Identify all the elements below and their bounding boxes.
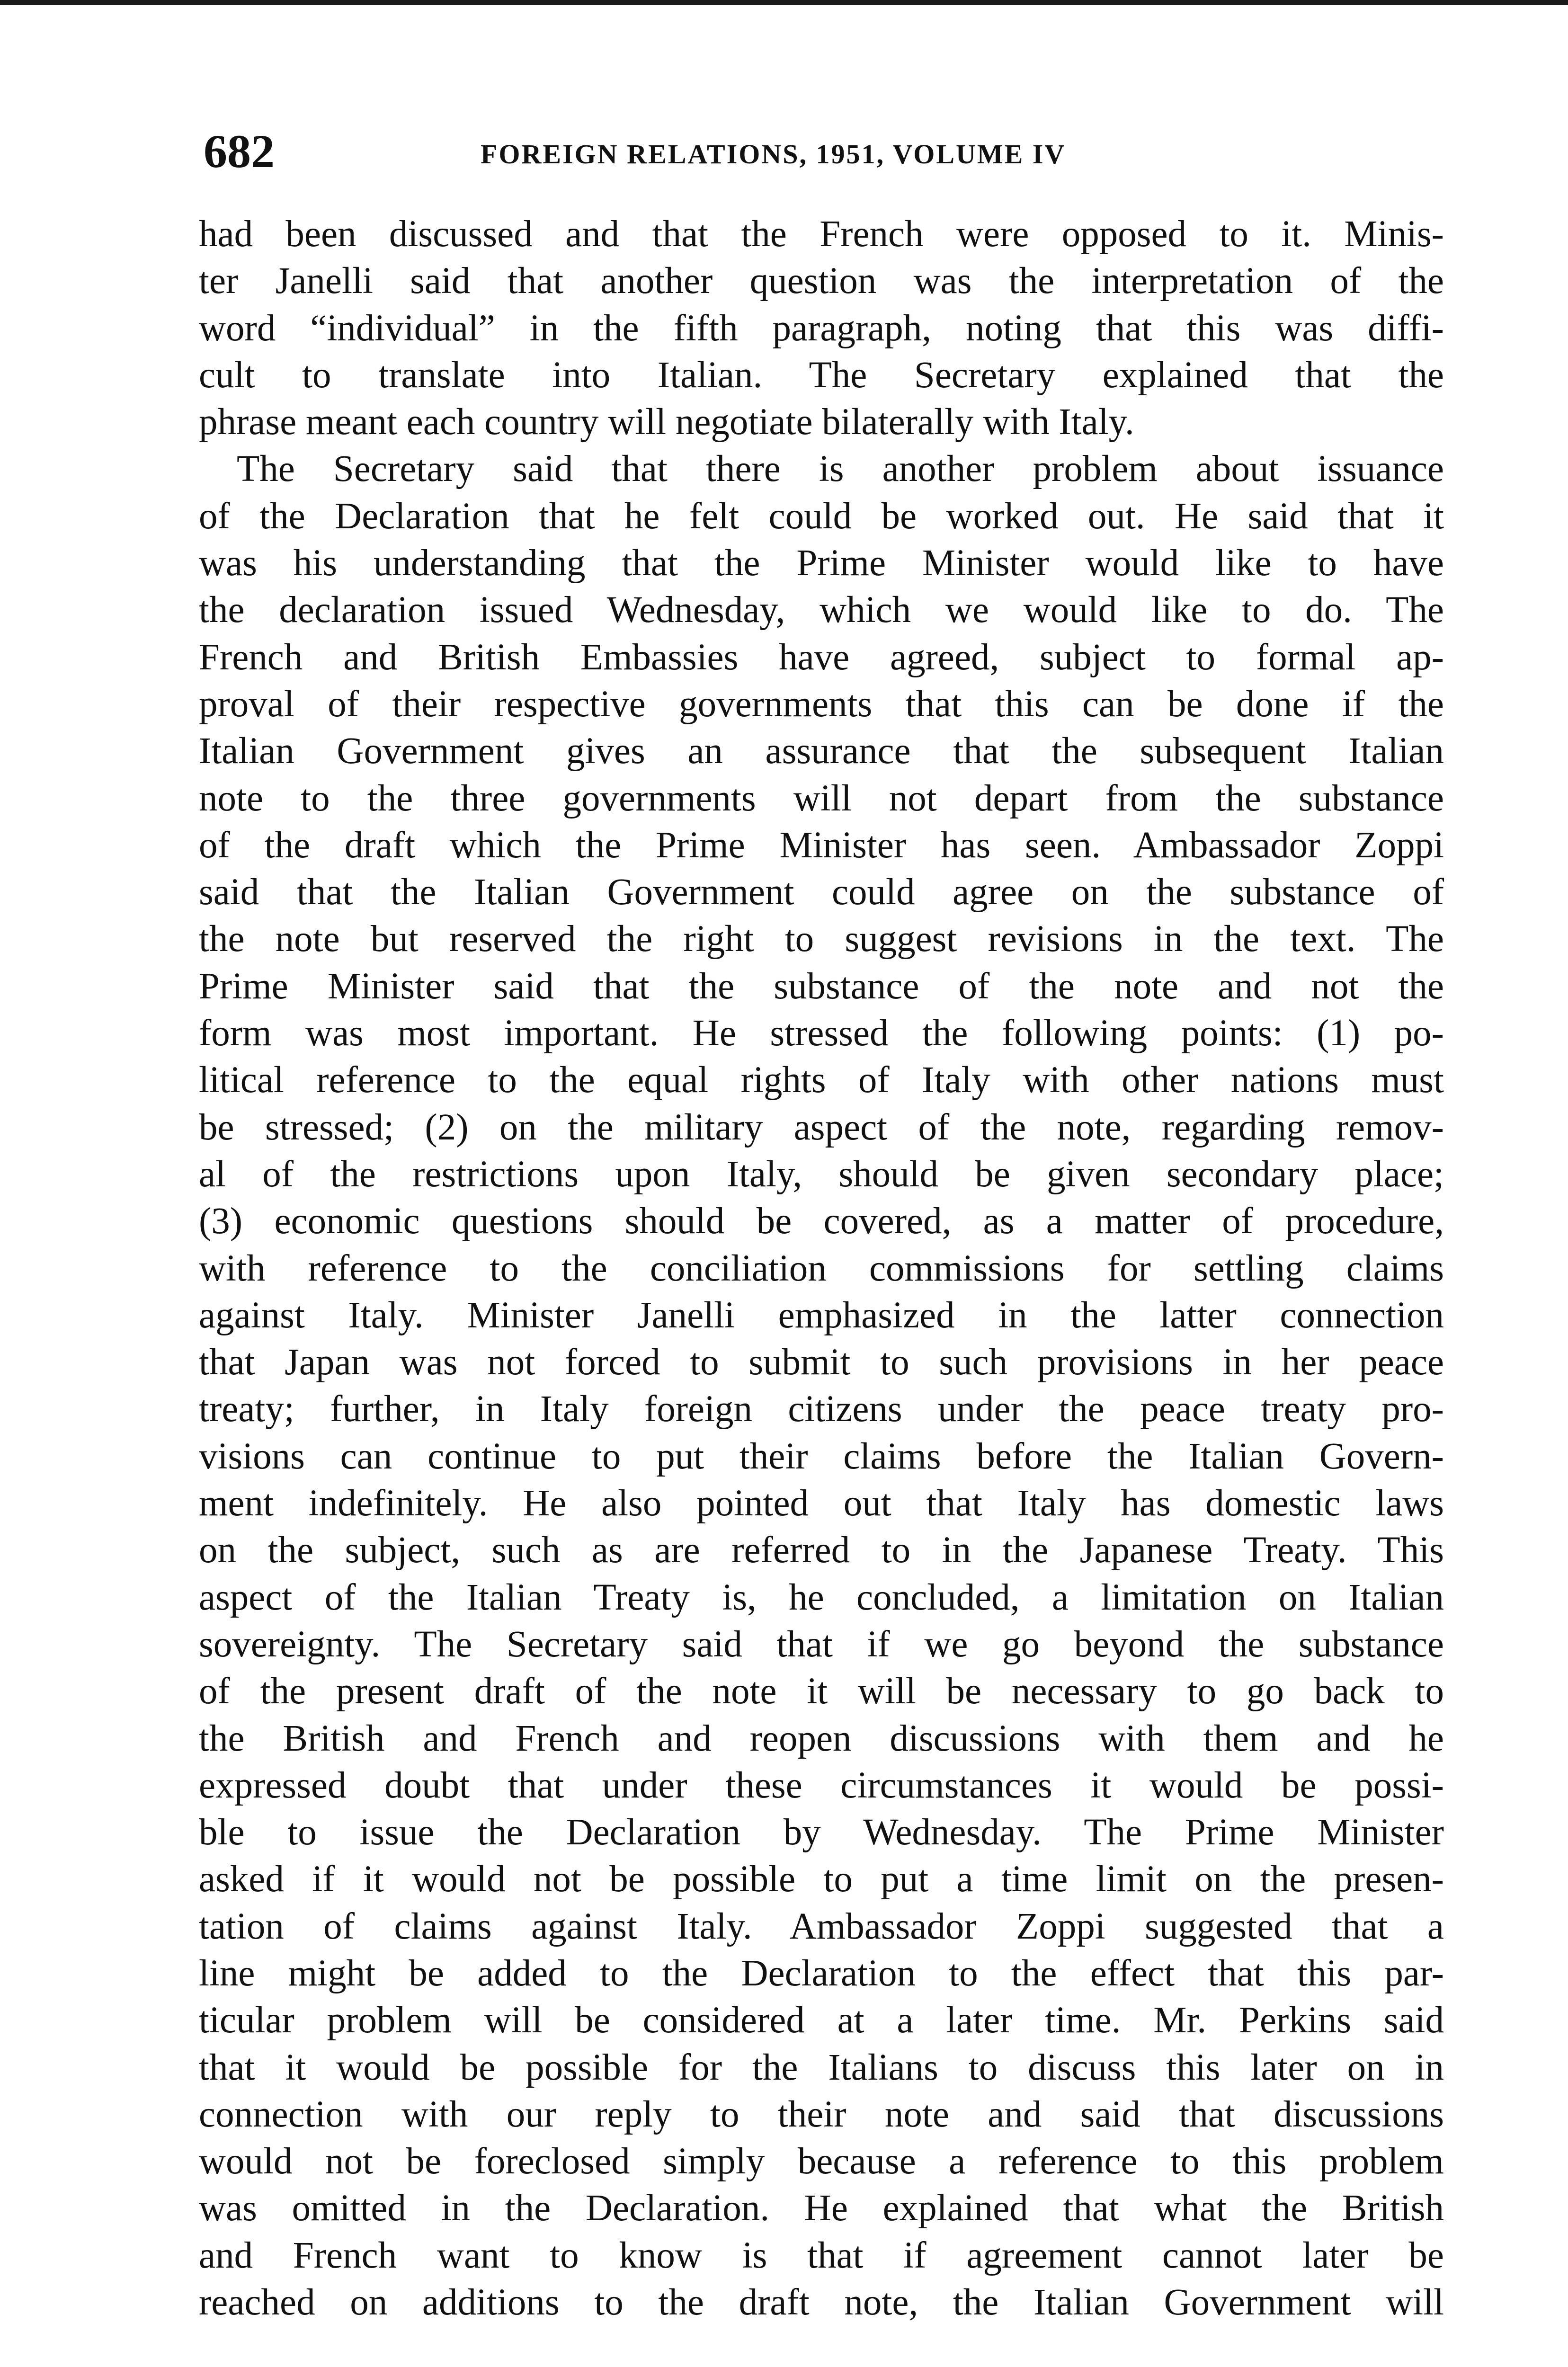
- text-line: of the draft which the Prime Minister has seen. Ambassador Zoppi: [199, 824, 1444, 866]
- text-line: treaty; further, in Italy foreign citizens under the peace treaty pro-: [199, 1388, 1444, 1430]
- text-line: proval of their respective governments that this can be done if the: [199, 683, 1444, 725]
- text-line: (3) economic questions should be covered, as a matter of procedure,: [199, 1201, 1444, 1242]
- text-line: sovereignty. The Secretary said that if we go beyond the substance: [199, 1623, 1444, 1665]
- text-line: phrase meant each country will negotiate bilaterally with Italy.: [199, 401, 1134, 443]
- text-line: visions can continue to put their claims before the Italian Govern-: [199, 1435, 1444, 1477]
- text-line: connection with our reply to their note and said that discussions: [199, 2093, 1444, 2135]
- text-line: ticular problem will be considered at a later time. Mr. Perkins said: [199, 2000, 1444, 2041]
- page-number: 682: [204, 125, 275, 178]
- text-line: of the present draft of the note it will be necessary to go back to: [199, 1671, 1444, 1712]
- text-line: cult to translate into Italian. The Secretary explained that the: [199, 354, 1444, 396]
- top-edge-rule: [0, 0, 1568, 5]
- text-line: litical reference to the equal rights of Italy with other nations must: [199, 1059, 1444, 1101]
- text-line: be stressed; (2) on the military aspect of the note, regarding remov-: [199, 1106, 1444, 1148]
- page-header: [204, 121, 1444, 182]
- text-line: had been discussed and that the French were opposed to it. Minis-: [199, 214, 1444, 255]
- text-line: the note but reserved the right to suggest revisions in the text. The: [199, 918, 1444, 960]
- text-line: that it would be possible for the Italians to discuss this later on in: [199, 2047, 1444, 2088]
- text-line: French and British Embassies have agreed, subject to formal ap-: [199, 636, 1444, 678]
- text-line: form was most important. He stressed the following points: (1) po-: [199, 1013, 1444, 1054]
- text-line: note to the three governments will not depart from the substance: [199, 777, 1444, 819]
- text-line: word “individual” in the fifth paragraph, noting that this was diffi-: [199, 307, 1444, 349]
- text-line: expressed doubt that under these circumstances it would be possi-: [199, 1764, 1444, 1806]
- text-line: Prime Minister said that the substance of the note and not the: [199, 965, 1444, 1007]
- running-title: FOREIGN RELATIONS, 1951, VOLUME IV: [481, 139, 1066, 169]
- text-line: ble to issue the Declaration by Wednesday. The Prime Minister: [199, 1812, 1444, 1853]
- text-line: asked if it would not be possible to put a time limit on the presen-: [199, 1859, 1444, 1900]
- text-line: The Secretary said that there is another problem about issuance: [237, 448, 1444, 490]
- text-line: that Japan was not forced to submit to such provisions in her peace: [199, 1342, 1444, 1383]
- text-line: reached on additions to the draft note, the Italian Government will: [199, 2282, 1444, 2323]
- text-line: against Italy. Minister Janelli emphasized in the latter connection: [199, 1294, 1444, 1336]
- text-line: al of the restrictions upon Italy, should be given secondary place;: [199, 1153, 1444, 1195]
- text-line: was his understanding that the Prime Minister would like to have: [199, 543, 1444, 584]
- text-line: ter Janelli said that another question was the interpretation of the: [199, 260, 1444, 302]
- text-line: the British and French and reopen discussions with them and he: [199, 1717, 1444, 1759]
- text-line: of the Declaration that he felt could be worked out. He said that it: [199, 495, 1444, 537]
- body-text: [199, 211, 1444, 2326]
- text-line: tation of claims against Italy. Ambassador Zoppi suggested that a: [199, 1905, 1444, 1947]
- text-line: ment indefinitely. He also pointed out that Italy has domestic laws: [199, 1483, 1444, 1524]
- text-line: was omitted in the Declaration. He explained that what the British: [199, 2188, 1444, 2229]
- text-line: aspect of the Italian Treaty is, he concluded, a limitation on Italian: [199, 1576, 1444, 1618]
- text-line: Italian Government gives an assurance that the subsequent Italian: [199, 730, 1444, 772]
- text-line: the declaration issued Wednesday, which we would like to do. The: [199, 589, 1444, 631]
- text-line: line might be added to the Declaration to the effect that this par-: [199, 1952, 1444, 1994]
- text-line: said that the Italian Government could agree on the substance of: [199, 872, 1444, 913]
- text-line: with reference to the conciliation commissions for settling claims: [199, 1247, 1444, 1289]
- text-line: and French want to know is that if agreement cannot later be: [199, 2234, 1444, 2276]
- text-line: would not be foreclosed simply because a reference to this problem: [199, 2141, 1444, 2182]
- text-line: on the subject, such as are referred to in the Japanese Treaty. This: [199, 1530, 1444, 1571]
